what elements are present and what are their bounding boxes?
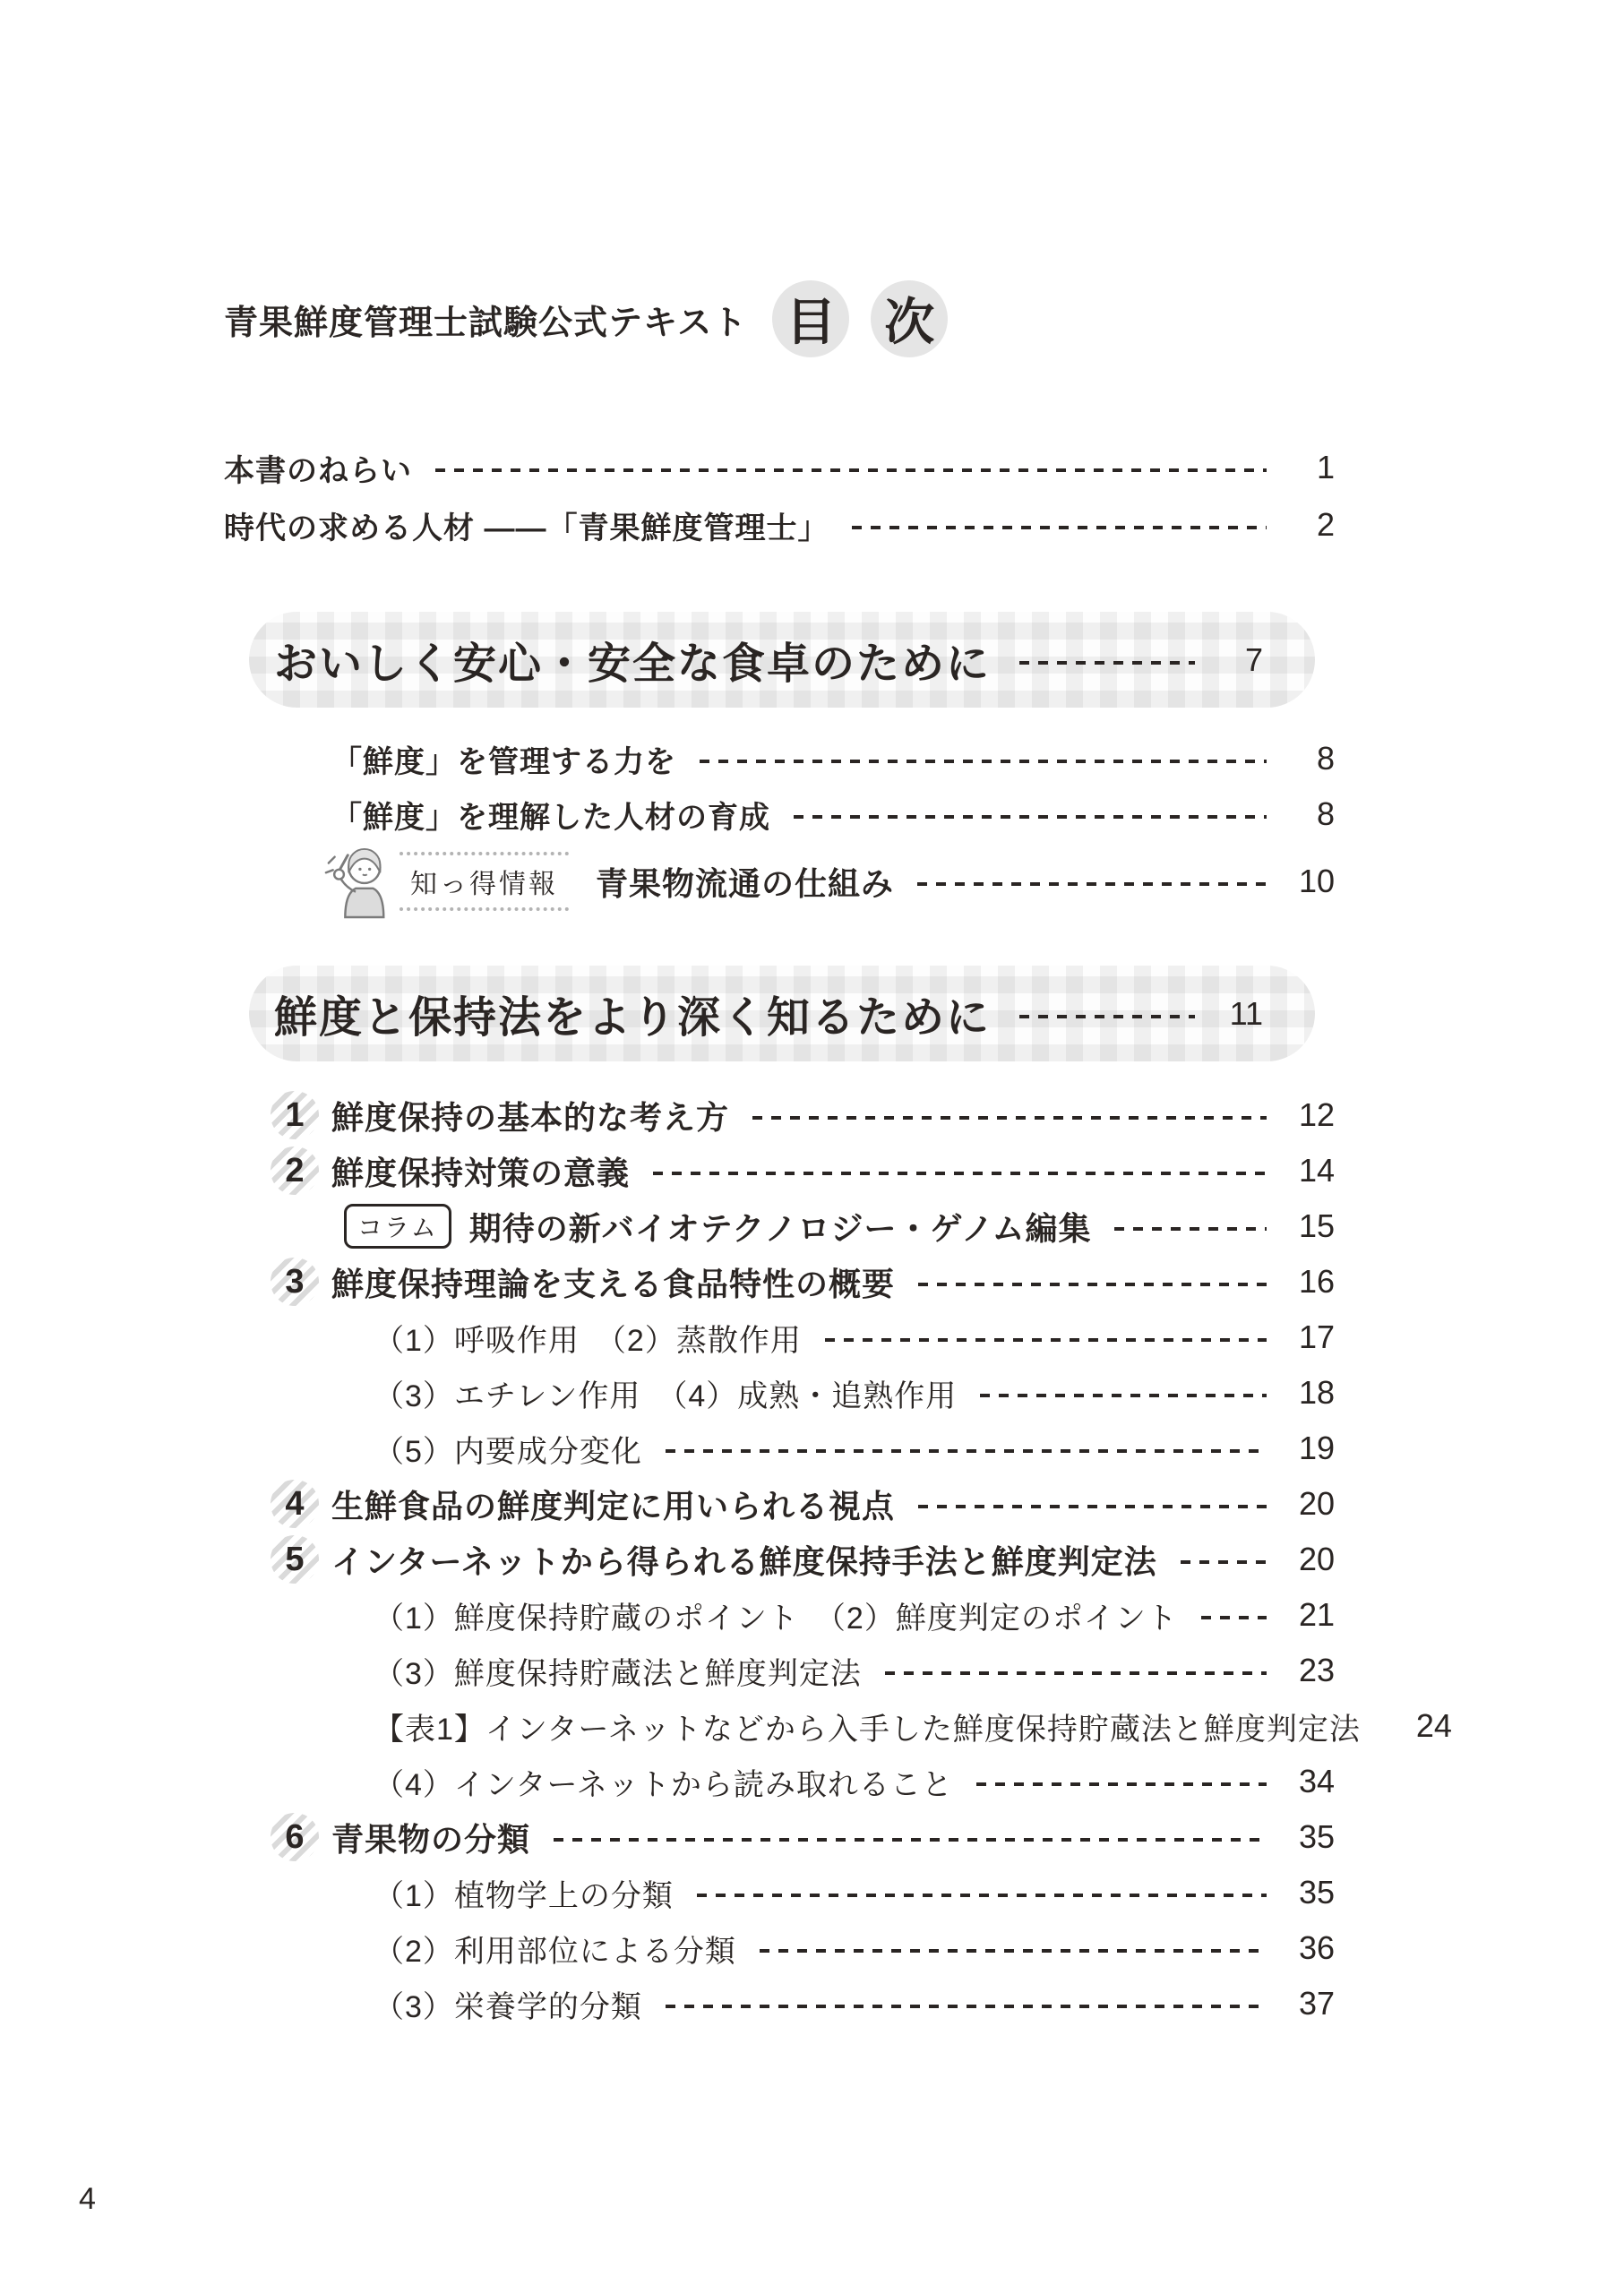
- toc-row: [271, 1087, 1335, 1143]
- page-header: [224, 278, 948, 360]
- toc-row-label: （1）呼吸作用 （2）蒸散作用: [374, 1323, 802, 1358]
- dotted-leader: [666, 2005, 1267, 2008]
- page-number: 20: [1298, 1541, 1335, 1577]
- toc-row: [271, 1865, 1335, 1920]
- dotted-leader: [1181, 1560, 1267, 1564]
- toc-row-label: 時代の求める人材 ――「青果鮮度管理士」: [224, 511, 829, 545]
- page-number: 34: [1298, 1763, 1335, 1799]
- page-number: 8: [1316, 795, 1335, 832]
- toc-heading-char-circle: 目: [772, 280, 849, 357]
- dotted-leader: [1019, 1015, 1195, 1018]
- folio-page-number: 4: [79, 2182, 96, 2216]
- page-number: 2: [1316, 506, 1335, 543]
- dotted-leader: [825, 1338, 1267, 1342]
- section1-list: [331, 731, 1335, 921]
- page-number: 37: [1298, 1985, 1335, 2022]
- page-number: 14: [1298, 1152, 1335, 1189]
- toc-row-label: 期待の新バイオテクノロジー・ゲノム編集: [468, 1209, 1092, 1247]
- dotted-leader: [976, 1782, 1267, 1786]
- section-title: 鮮度と保持法をより深く知るために: [274, 994, 992, 1042]
- toc-row: [224, 496, 1335, 554]
- toc-row: [271, 1476, 1335, 1532]
- page-number: 21: [1298, 1596, 1335, 1633]
- toc-row-label: インターネットから得られる鮮度保持手法と鮮度判定法: [331, 1542, 1157, 1580]
- page-number: 18: [1298, 1374, 1335, 1411]
- toc-row-label: （4）インターネットから読み取れること: [374, 1767, 953, 1802]
- toc-row-label: 【表1】インターネットなどから入手した鮮度保持貯蔵法と鮮度判定法: [374, 1712, 1361, 1747]
- toc-row-label: 「鮮度」を管理する力を: [331, 744, 676, 779]
- toc-row: [271, 1754, 1335, 1809]
- dotted-leader: [760, 1949, 1267, 1953]
- toc-row: [224, 439, 1335, 496]
- page-number: 23: [1298, 1652, 1335, 1688]
- book-title: 青果鮮度管理士試験公式テキスト: [224, 304, 748, 342]
- toc-row-label: （3）栄養学的分類: [374, 1989, 642, 2024]
- toc-row-label: 「鮮度」を理解した人材の育成: [331, 800, 770, 835]
- dotted-leader: [1114, 1227, 1267, 1231]
- toc-row: [271, 1643, 1335, 1698]
- toc-row-label: 鮮度保持理論を支える食品特性の概要: [331, 1265, 896, 1302]
- section-title: おいしく安心・安全な食卓のために: [274, 640, 992, 688]
- dotted-leader: [794, 815, 1267, 819]
- page-number: 12: [1298, 1096, 1335, 1133]
- toc-row-label: （1）植物学上の分類: [374, 1878, 674, 1913]
- toc-row-label: 鮮度保持対策の意義: [331, 1154, 631, 1191]
- page-number: 24: [1415, 1707, 1452, 1744]
- toc-row-label: （5）内要成分変化: [374, 1434, 642, 1469]
- toc-row: [271, 1365, 1335, 1421]
- dotted-leader: [752, 1116, 1267, 1120]
- item-number-badge: 6: [271, 1813, 319, 1861]
- page-number: 20: [1298, 1485, 1335, 1522]
- column-badge: コラム: [344, 1204, 451, 1249]
- section-band: [249, 966, 1315, 1061]
- page-number: 35: [1298, 1818, 1335, 1855]
- dotted-leader: [700, 760, 1267, 763]
- dotted-leader: [918, 1505, 1267, 1508]
- toc-row: [271, 1143, 1335, 1198]
- toc-row-label: （3）鮮度保持貯蔵法と鮮度判定法: [374, 1656, 862, 1691]
- toc-row-label: （1）鮮度保持貯蔵のポイント （2）鮮度判定のポイント: [374, 1601, 1178, 1636]
- dotted-leader: [1019, 661, 1195, 665]
- toc-row-label: 青果物の分類: [331, 1820, 531, 1858]
- dotted-leader: [697, 1894, 1267, 1897]
- front-matter-list: [224, 439, 1335, 554]
- page-number: 15: [1298, 1207, 1335, 1244]
- dotted-leader: [554, 1838, 1267, 1842]
- dotted-leader: [1201, 1616, 1267, 1619]
- dotted-leader: [917, 882, 1267, 886]
- page-number: 35: [1298, 1874, 1335, 1911]
- tip-info-row: [331, 842, 1335, 921]
- dotted-leader: [918, 1283, 1267, 1286]
- page-number: 36: [1298, 1929, 1335, 1966]
- page-number: 1: [1316, 449, 1335, 485]
- toc-row: [271, 1809, 1335, 1865]
- toc-row-label: 鮮度保持の基本的な考え方: [331, 1098, 730, 1136]
- toc-row: [271, 1310, 1335, 1365]
- toc-row: [271, 1532, 1335, 1587]
- dotted-leader: [980, 1394, 1267, 1397]
- woman-pointing-icon: [322, 844, 392, 919]
- dotted-leader: [885, 1671, 1267, 1675]
- page-number: 8: [1316, 740, 1335, 777]
- toc-row: [271, 1587, 1335, 1643]
- section-band: [249, 612, 1315, 708]
- toc-row: [271, 1254, 1335, 1310]
- item-number-badge: 3: [271, 1258, 319, 1306]
- page-number: 7: [1244, 640, 1263, 678]
- toc-row-table-ref: [271, 1698, 1452, 1754]
- toc-row: [271, 1421, 1335, 1476]
- toc-row-label: 本書のねらい: [224, 453, 412, 488]
- tip-info-badge: 知っ得情報: [400, 852, 569, 911]
- page-number: 16: [1298, 1263, 1335, 1300]
- dotted-leader: [435, 468, 1267, 472]
- toc-row-label: 青果物流通の仕組み: [596, 864, 895, 902]
- toc-heading: [772, 280, 948, 357]
- dotted-leader: [653, 1172, 1267, 1175]
- toc-row-label: （2）利用部位による分類: [374, 1934, 736, 1969]
- page-number: 11: [1229, 994, 1263, 1032]
- toc-row: [331, 731, 1335, 786]
- item-number-badge: 2: [271, 1146, 319, 1195]
- item-number-badge: 1: [271, 1091, 319, 1139]
- toc-row: [271, 1920, 1335, 1976]
- toc-row-label: 生鮮食品の鮮度判定に用いられる視点: [331, 1487, 896, 1524]
- item-number-badge: 4: [271, 1480, 319, 1528]
- toc-heading-char-circle: 次: [871, 280, 948, 357]
- page-number: 17: [1298, 1318, 1335, 1355]
- toc-row-label: （3）エチレン作用 （4）成熟・追熟作用: [374, 1378, 958, 1413]
- dotted-leader: [666, 1449, 1267, 1453]
- item-number-badge: 5: [271, 1535, 319, 1584]
- dotted-leader: [852, 526, 1267, 529]
- page-number: 10: [1298, 863, 1335, 899]
- page-number: 19: [1298, 1430, 1335, 1466]
- toc-row-column: [271, 1198, 1335, 1254]
- toc-row: [271, 1976, 1335, 2031]
- section2-list: [271, 1087, 1452, 2031]
- toc-row: [331, 786, 1335, 842]
